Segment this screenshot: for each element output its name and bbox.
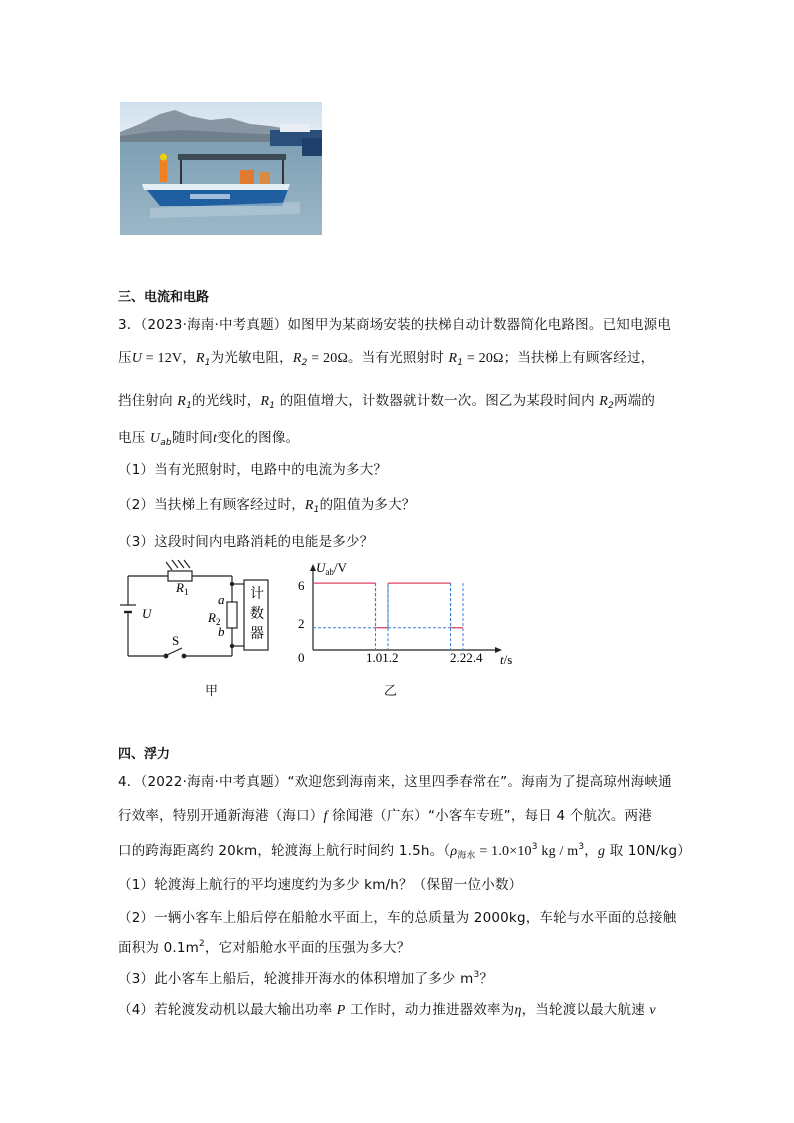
q3-sub: ab [160,438,172,448]
circuit-labels [142,580,264,648]
a-label: a [218,592,225,607]
q3-text: （2）当扶梯上有顾客经过时， [118,497,305,513]
q3-var-u: U [131,351,143,366]
q3-value-u: = 12V [142,351,183,366]
q4-part-3 [118,967,493,987]
x-tick-labels-1: 1.01.2 [366,650,399,665]
q4-sub: 海水 [457,851,476,861]
q3-sub: 1 [186,401,192,411]
q4-var-p: P [336,1003,346,1018]
q3-text: 的阻值为多大？ [319,497,416,513]
q3-var-t: t [212,431,218,446]
q4-sup: 3 [531,842,538,852]
figure-caption-yi: 乙 [384,684,398,699]
r2-label: $R_2$ [208,610,221,627]
x-tick-labels-2: 2.22.4 [450,650,483,665]
q3-text: 的光线时， [192,393,261,409]
q3-line-1: 3．（2023·海南·中考真题）如图甲为某商场安装的扶梯自动计数器简化电路图。已知电源电 [118,317,672,333]
q3-sub: 2 [608,401,614,411]
q4-sup: 3 [578,842,585,852]
switch-lever-icon [167,648,182,655]
r1-label: $R_1$ [176,580,189,597]
section-heading-circuits: 三、电流和电路 [118,290,210,305]
section-heading-buoyancy: 四、浮力 [118,747,171,762]
q3-value-r2: = 20Ω [307,351,349,366]
q3-part-3: （3）这段时间内电路消耗的电能是多少？ [118,534,374,550]
q3-sub: 1 [313,505,320,515]
switch-terminal-icon [182,654,186,658]
q4-value-rho: = 1.0×10 [475,844,532,859]
light-ray-icon [184,560,190,568]
q4-line-3 [118,839,691,861]
q3-var-r1: R [304,498,314,513]
counter-label-3: 器 [250,626,264,642]
figure-caption-jia: 甲 [205,684,219,699]
q4-line-1: 4．（2022·海南·中考真题）“欢迎您到海南来，这里四季春常在”。海南为了提高琼州海峡通 [118,774,672,790]
q3-value-r1: = 20Ω [463,351,504,366]
q3-var-r1: R [260,394,270,409]
q4-var-rho: ρ [450,844,458,859]
q4-var-g: g [598,844,606,859]
q3-sub: 1 [457,358,464,368]
junction-icon [230,644,233,647]
q3-text: 。当有光照射时 [348,350,449,366]
q3-sub: 1 [204,358,211,368]
q3-var-uab: U [149,431,161,446]
q4-symbol-f: f [323,809,328,824]
q3-text: 电压 [118,430,150,446]
r2-resistor-icon [227,602,237,628]
y-axis-label: $U_{ab}/V$ [316,560,347,577]
q3-var-r1: R [448,351,458,366]
q3-text: 为光敏电阻， [210,350,293,366]
light-ray-icon [178,560,184,568]
q4-text: 口的跨海距离约 20km，轮渡海上航行时间约 1.5h。（ [118,843,451,859]
q4-text: ？ [479,971,494,987]
q4-text: 工作时，动力推进器效率为 [345,1002,515,1018]
q3-var-r1: R [177,394,187,409]
q3-text: 变化的图像。 [217,430,300,446]
q4-part-2-line-1: （2）一辆小客车上船后停在船舱水平面上，车的总质量为 2000kg，车轮与水平面的总接触 [118,910,677,926]
q3-text: 随时间 [171,430,213,446]
q4-line-2 [118,804,652,825]
q3-var-r2: R [292,351,302,366]
q3-text: 两端的 [614,393,656,409]
u-label: U [142,606,152,621]
q3-text: 的阻值增大，计数器就计数一次。图乙为某段时间内 [275,393,600,409]
q4-text: 面积为 0.1m [118,940,200,956]
q3-text: ；当扶梯上有顾客经过， [503,350,655,366]
q3-var-r1: R [195,351,205,366]
q4-part-4 [118,998,656,1019]
q4-sup: 3 [473,970,480,980]
y-tick-label-2: 2 [298,616,305,631]
q3-part-1: （1）当有光照射时，电路中的电流为多大？ [118,462,388,478]
q3-var-r2: R [599,394,609,409]
q4-text: ，当轮渡以最大航速 [521,1002,650,1018]
q4-var-v: v [649,1003,656,1018]
counter-label-1: 计 [250,586,264,602]
q4-var-eta: η [514,1003,522,1018]
junction-icon [230,582,233,585]
light-ray-icon [172,560,178,568]
voltage-time-graph [298,560,512,667]
counter-label-2: 数 [250,606,264,622]
s-label: S [172,633,180,648]
q4-text: ，它对船舱水平面的压强为多大？ [204,940,411,956]
q3-sub: 2 [301,358,308,368]
q4-text: 行效率，特别开通新海港（海口） [118,808,324,824]
light-ray-icon [166,562,172,570]
q3-text: 挡住射向 [118,393,178,409]
q4-unit: kg / m [537,844,579,859]
q3-text: ， [182,350,196,366]
x-axis-label: t/s [500,652,513,667]
q3-text: 压 [118,350,132,366]
origin-label: 0 [298,650,305,665]
q4-text: 取 10N/kg） [605,843,691,859]
b-label: b [218,624,225,639]
q4-text: 徐闻港（广东）“小客车专班”，每日 4 个航次。两港 [327,808,652,824]
q3-sub: 1 [269,401,276,411]
q4-text: （4）若轮渡发动机以最大输出功率 [118,1002,337,1018]
q4-sup: 2 [199,939,205,949]
q4-text: ， [584,843,598,859]
q4-text: （3）此小客车上船后，轮渡排开海水的体积增加了多少 m [118,971,474,987]
q4-part-1: （1）轮渡海上航行的平均速度约为多少 km/h？（保留一位小数） [118,877,523,893]
y-tick-label-6: 6 [298,578,305,593]
chart-series [313,583,463,628]
q4-part-2-line-2 [118,936,410,956]
